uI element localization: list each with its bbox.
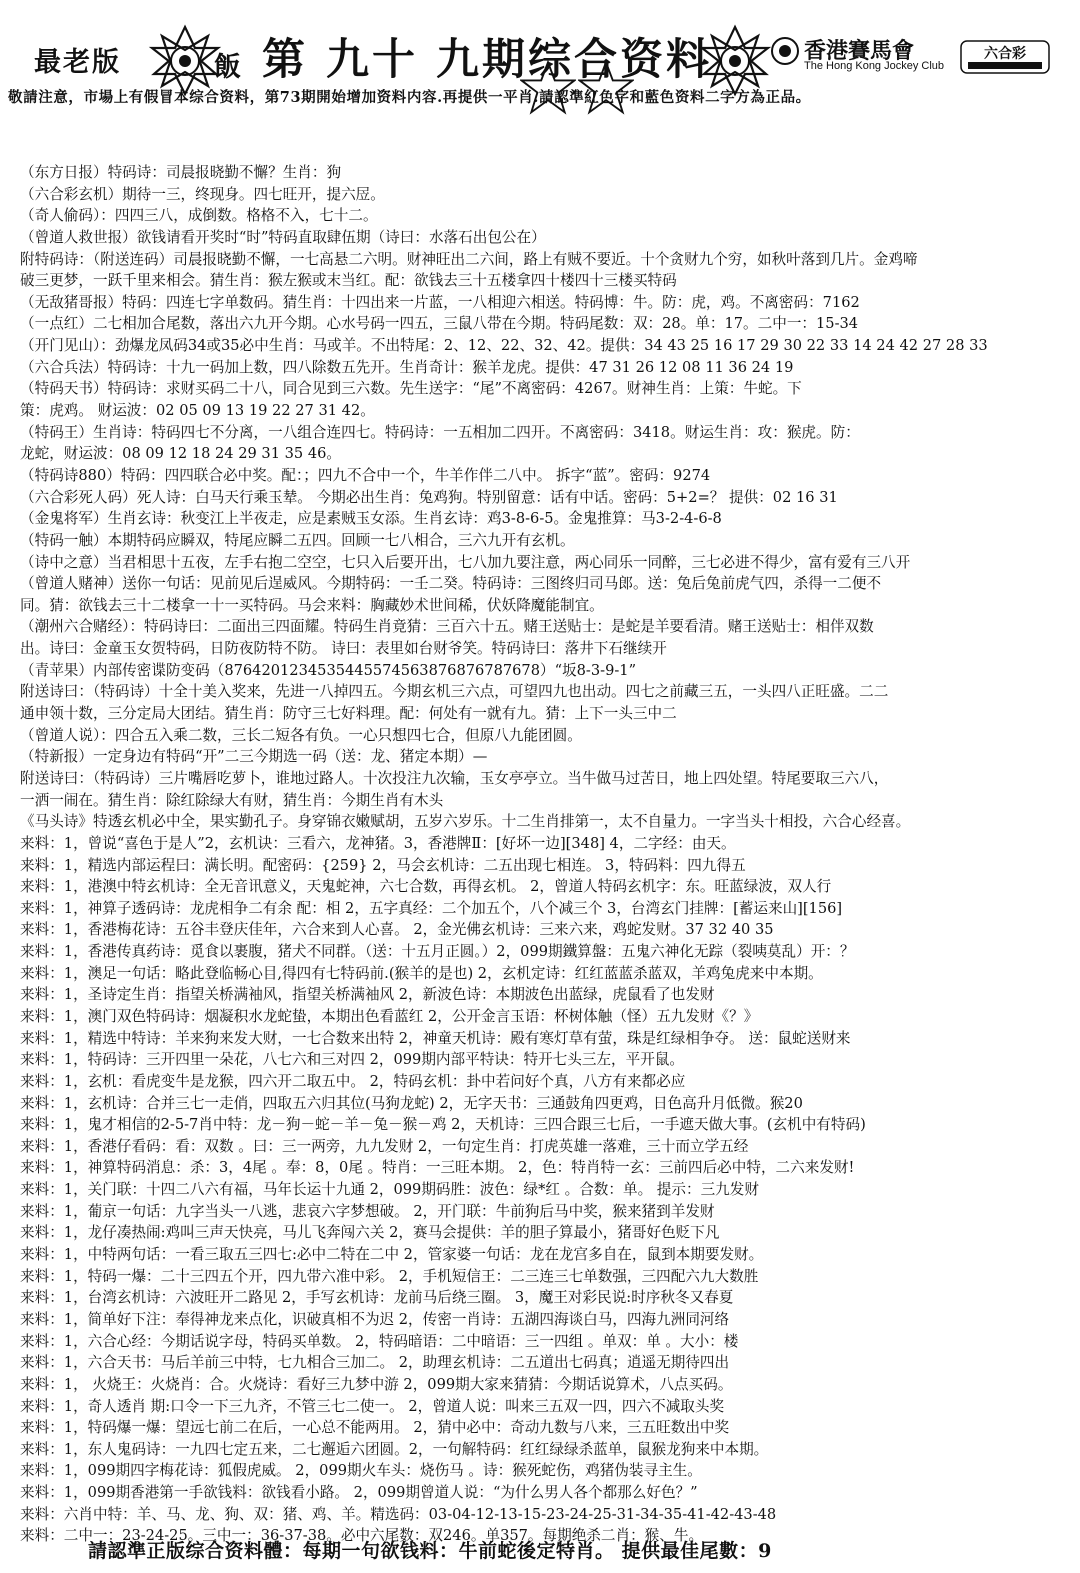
text-line: （无敌猪哥报）特码：四连七字单数码。猜生肖：十四出来一片蓝，一八相迎六相送。特码博：牛。防：虎，鸡。不离密码：7162	[20, 293, 860, 311]
text-line: 来料：1，中特两句话：一看三取五三四七:必中二特在二中 2，管家婆一句话：龙在龙宫多自在，鼠到本期要发财。	[20, 1246, 764, 1264]
text-line: 一洒一闹在。猜生肖：除红除绿大有财，猜生肖：今期生肖有木头	[20, 791, 444, 809]
jockey-club-name: 香港賽馬會	[804, 38, 915, 64]
text-line: 来料：1，特码爆一爆：望远七前二在后，一心总不能两用。 2，猜中必中：奇动九数与八来，三五旺数出中奖	[20, 1419, 730, 1437]
text-line: 来料：1，特码诗：三开四里一朵花，八七六和三对四 2，099期内部平特诀：特开七头三左，平开鼠。	[20, 1051, 685, 1069]
text-line: 附送诗曰：（特码诗）十全十美入奖来，先进一八掉四五。今期玄机三六点，可望四九也出动。四七之前藏三五，一头四八正旺盛。二二	[20, 683, 889, 701]
text-line: 来料：1，葡京一句话：九字当头一八逃，悲哀六字梦想破。 2，开门联：牛前狗后马中奖，猴来猪到羊发财	[20, 1202, 715, 1220]
text-line: 来料：1，精选中特诗：羊来狗来发大财，一七合数来出特 2，神童天机诗：殿有寒灯草有萤，珠是红绿相争夺。 送：鼠蛇送财来	[20, 1029, 851, 1047]
authenticity-notice: 敬請注意，市場上有假冒本综合资料，第73期開始增加资料内容.再提供一平肖.請認準紅色字和藍色资料二字方為正品。	[8, 89, 811, 106]
text-line: 同。猜：欲钱去三十二楼拿一十一买特码。马会来料：胸藏妙术世间稀，伏妖降魔能制宜。	[20, 596, 604, 614]
text-line: 来料：1，神算子透码诗：龙虎相争二有余 配：相 2，五字真经：二个加五个，八个减三个 3，台湾玄门挂牌：[蓄运来山][156]	[20, 899, 843, 917]
text-line: （潮州六合赌经）：特码诗曰：二面出三四面耀。特码生肖竟猜：三百六十五。赌王送贴士：是蛇是羊要看清。赌王送贴士：相伴双数	[20, 618, 874, 636]
lottery-logo-text: 六合彩	[984, 46, 1026, 62]
text-line: （特码诗880）特码：四四联合必中奖。配：；四九不合中一个，牛羊作伴二八中。 拆字“蓝”。密码：9274	[20, 466, 711, 484]
text-line: 来料：1，鬼才相信的2-5-7肖中特：龙－狗－蛇－羊－兔－猴－鸡 2，天机诗：三四合跟三七后，一手遮天做大事。(玄机中有特码)	[20, 1116, 866, 1134]
jockey-club-emblem-icon	[770, 36, 800, 66]
edition-label: 最老版	[34, 47, 121, 78]
text-line: 来料：二中一：23-24-25。三中一：36-37-38。必中六尾数：双246。单357。每期绝杀二肖：猴、牛。	[20, 1527, 704, 1545]
text-line: 来料：1，简单好下注：奉得神龙来点化，识破真相不为迟 2，传密一肖诗：五湖四海谈白马，四海九洲同河络	[20, 1310, 730, 1328]
text-line: 来料：六肖中特：羊、马、龙、狗、双：猪、鸡、羊。精选码：03-04-12-13-15-23-24-25-31-34-35-41-42-43-48	[20, 1505, 777, 1523]
text-line: （东方日报）特码诗：司晨报晓勤不懈？生肖：狗	[20, 164, 342, 181]
text-line: 来料：1，香港仔看码：看：双数 。曰：三一两旁，九九发财 2，一句定生肖：打虎英雄一落难，三十而立学五经	[20, 1137, 749, 1155]
text-line: （曾道人救世报）欲钱请看开奖时“时”特码直取肆伍期（诗曰：水落石出包公在）	[20, 228, 546, 246]
footer-notice: 請認準正版综合资料體：每期一句欲钱料：牛前蛇後定特肖。 提供最佳尾數：9	[88, 1540, 772, 1562]
text-line: 来料：1，精选内部运程曰：满长明。配密码：{259} 2，马会玄机诗：二五出现七相连。 3，特码料：四九得五	[20, 856, 746, 874]
text-line: 来料：1，099期四字梅花诗：狐假虎威。 2，099期火车头：烧伤马 。诗：猴死蛇伤，鸡猪伪装寻主生。	[20, 1462, 702, 1480]
text-line: 策：虎鸡。 财运波：02 05 09 13 19 22 27 31 42。	[20, 402, 375, 420]
mark-six-logo-icon	[960, 40, 1050, 74]
text-line: 来料：1， 火烧王：火烧肖：合。火烧诗：看好三九梦中游 2，099期大家来猜猜：今期话说算术，八点买码。	[20, 1375, 733, 1393]
text-line: （特新报）一定身边有特码“开”二三今期选一码（送：龙、猪定本期）—	[20, 748, 488, 766]
text-line: 龙蛇，财运波：08 09 12 18 24 29 31 35 46。	[20, 445, 341, 463]
text-line: 来料：1，香港传真药诗：觅食以裹腹，猪犬不同群。（送：十五月正圆。）2，099期鐵算盤：五鬼六神化无踪（裂咦莫乱）开：？	[20, 943, 855, 961]
text-line: 来料：1，龙仔凑热闹:鸡叫三声天快亮，马儿飞奔闯六关 2，赛马会提供：羊的胆子算最小，猪哥好色贬下凡	[20, 1224, 720, 1242]
text-line: 来料：1，六合天书：马后羊前三中特，七九相合三加二。 2，助理玄机诗：二五道出七码真；逍遥无期待四出	[20, 1354, 730, 1372]
text-line: 来料：1，曾说“喜色于是人”2，玄机诀：三看六，龙神猪。3，香港牌Ⅱ：[好坏一边][348] 4，二字经：由天。	[20, 834, 736, 852]
text-line: 来料：1，奇人透肖 期:口令一下三九齐，不管三七二使一。 2，曾道人说：叫来三五双一四，四六不减取头奖	[20, 1397, 725, 1415]
jockey-club-english-name: The Hong Kong Jockey Club	[804, 60, 945, 72]
text-line: 来料：1，特码一爆：二十三四五个开，四九带六准中彩。 2，手机短信王：二三连三七单数强，三四配六九大数胜	[20, 1267, 759, 1285]
edition-suffix: 飯	[214, 52, 241, 83]
text-line: 来料：1，玄机诗：合并三七一走俏，四取五六归其位(马狗龙蛇) 2，无字天书：三通鼓角四更鸡，日色高升月低微。猴20	[20, 1094, 803, 1112]
text-line: 来料：1，神算特码消息：杀：3，4尾 。奉：8，0尾 。特肖：一三旺本期。 2，色：特肖特一玄：三前四后必中特，二六来发财!	[20, 1159, 855, 1177]
text-line: 来料：1，圣诗定生肖：指望关桥满袖风，指望关桥满袖风 2，新波色诗：本期波色出蓝绿，虎鼠看了也发财	[20, 986, 715, 1004]
text-line: 来料：1，澳门双色特码诗：烟凝积水龙蛇蛰，本期出色看蓝红 2，公开金言玉语：杯树体触（怪）五九发财《？》	[20, 1007, 759, 1025]
text-line: 破三更梦，一跃千里来相会。猜生肖：猴左猴或末当红。配：欲钱去三十五楼拿四十楼四十三楼买特码	[20, 272, 677, 290]
text-line: 来料：1，玄机：看虎变牛是龙猴，四六开二取五中。 2，特码玄机：卦中若问好个真，八方有来都必应	[20, 1072, 686, 1090]
text-line: （特码天书）特码诗：求财买码二十八，同合见到三六数。先生送字：“尾”不离密码：4267。财神生肖：上策：牛蛇。下	[20, 380, 802, 398]
text-line: （金鬼将军）生肖玄诗：秋变江上半夜走，应是素贼玉女添。生肖玄诗：鸡3-8-6-5。金鬼推算：马3-2-4-6-8	[20, 510, 722, 528]
text-line: 来料：1，台湾玄机诗：六波旺开二路见 2，手写玄机诗：龙前马后绕三圈。 3，魔王对彩民说:时序秋冬又春夏	[20, 1289, 734, 1307]
text-line: 附特码诗：（附送连码）司晨报晓勤不懈，一七高悬二六明。财神旺出二六间，路上有贼不要近。十个贪财九个穷，如秋叶落到几片。金鸡啼	[20, 250, 918, 268]
text-line: 来料：1，东人鬼码诗：一九四七定五来，二七邂逅六团圆。2，一句解特码：红红绿绿杀蓝单，鼠猴龙狗来中本期。	[20, 1440, 769, 1458]
text-line: （六合兵法）特码诗：十九一码加上数，四八除数五先开。生肖奇计：猴羊龙虎。提供：47 31 26 12 08 11 36 24 19	[20, 358, 794, 376]
text-line: （六合彩玄机）期待一三，终现身。四七旺开，提六㞐。	[20, 185, 385, 203]
text-line: 来料：1，港澳中特玄机诗：全无音讯意义，天鬼蛇神，六七合数，再得玄机。 2，曾道人特码玄机字：东。旺蓝绿波，双人行	[20, 878, 832, 896]
text-line: 通申领十数，三分定局大团结。猜生肖：防守三七好料理。配：何处有一就有九。猜：上下一头三中二	[20, 705, 677, 723]
header	[0, 0, 1080, 150]
tips-content	[20, 162, 1068, 1547]
text-line: （奇人偷码）：四四三八，成倒数。格格不入，七十二。	[20, 207, 378, 225]
text-line: 附送诗曰：（特码诗）三片嘴唇吃萝卜，谁地过路人。十次投注九次输，玉女亭亭立。当牛做马过苦日，地上四处望。特尾要取三六八，	[20, 769, 889, 787]
text-line: （曾道人赌神）送你一句话：见前见后逞威风。今期特码：一壬二癸。特码诗：三图终归司马郎。送：兔后兔前虎气四，杀得一二便不	[20, 575, 882, 593]
text-line: （特码一触）本期特码应瞬双，特尾应瞬二五四。回顾一七八相合，三六九开有玄机。	[20, 531, 575, 549]
text-line: （六合彩死人码）死人诗：白马天行乘玉辇。 今期必出生肖：兔鸡狗。特别留意：话有中话。密码：5+2=？ 提供：02 16 31	[20, 488, 838, 506]
text-line: 来料：1，关门联：十四二八六有福，马年长运十九通 2，099期码胜：波色：绿*红 。合数：单。 提示：三九发财	[20, 1181, 759, 1199]
text-line: （一点红）二七相加合尾数，落出六九开今期。心水号码一四五，三鼠八带在今期。特码尾数：双：28。单：17。二中一：15-34	[20, 315, 859, 333]
text-line: （开门见山）：劲爆龙凤码34或35必中生肖：马或羊。不出特尾：2、12、22、32、42。提供：34 43 25 16 17 29 30 22 33 14 24 42 27 28 33	[20, 337, 988, 355]
text-line: （特码王）生肖诗：特码四七不分离，一八组合连四七。特码诗：一五相加二四开。不离密码：3418。财运生肖：攻：猴虎。防：	[20, 423, 860, 441]
text-line: 《马头诗》特透玄机必中全，果实勤孔子。身穿锦衣嫩赋胡，五岁六岁乐。十二生肖排第一，太不自量力。一字当头十相投，六合心经喜。	[20, 813, 911, 831]
text-line: 出。诗曰：金童玉女贺特码，日防夜防特不防。 诗曰：表里如台财爷笑。特码诗曰：落井下石继续开	[20, 640, 667, 658]
text-line: 来料：1，099期香港第一手欲钱料：欲钱看小路。 2，099期曾道人说：“为什么男人各个都那么好色？”	[20, 1484, 698, 1502]
text-line: 来料：1，香港梅花诗：五谷丰登庆佳年，六合来到人心喜。 2，金光佛玄机诗：三来六来，鸡蛇发财。37 32 40 35	[20, 921, 774, 939]
text-line: （诗中之意）当君相思十五夜，左手右抱二空空，七只入后要开出，七八加九要注意，两心同乐一同醉，三七必进不得少，富有爱有三八开	[20, 553, 911, 571]
page-title: 第 九十 九期综合资料	[262, 35, 712, 85]
text-line: 来料：1，澳足一句话：略此登临畅心目,得四有七特码前.(猴羊的是也) 2，玄机定诗：红红蓝蓝杀蓝双，羊鸡兔虎来中本期。	[20, 964, 823, 982]
text-line: （曾道人说）：四合五入乘二数，三长二短各有负。一心只想四七合，但原八九能团圆。	[20, 726, 582, 744]
text-line: （青苹果）内部传密谍防变码（8764201234535445574563876876787678）“坂8-3-9-1”	[20, 661, 637, 679]
text-line: 来料：1，六合心经：今期话说字母，特码买单数。 2，特码暗语：二中暗语：三一四组 。单双：单 。大小：楼	[20, 1332, 739, 1350]
